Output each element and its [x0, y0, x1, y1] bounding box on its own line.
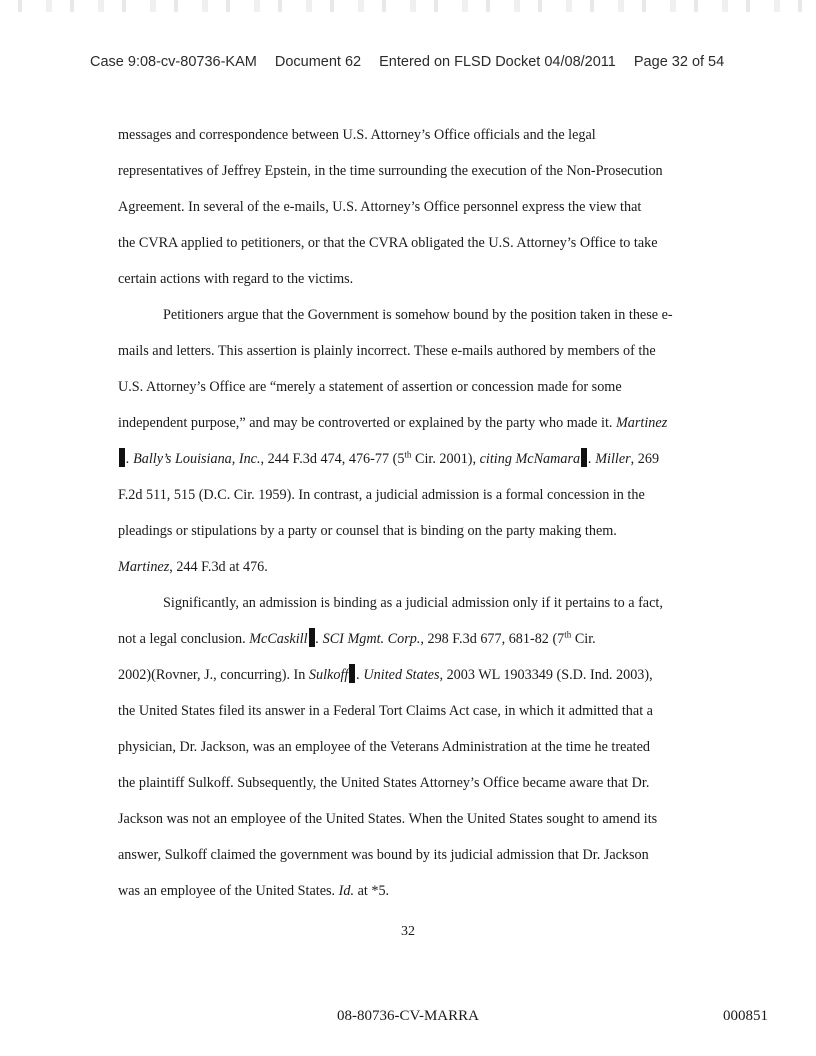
body-line — [118, 441, 704, 477]
case-name: . Bally’s Louisiana, Inc. — [126, 451, 261, 467]
body-line: Petitioners argue that the Government is somehow bound by the position taken in these e- — [163, 307, 673, 323]
body-line: Agreement. In several of the e-mails, U.S. Attorney’s Office personnel express the view that — [118, 199, 642, 215]
body-line: Jackson was not an employee of the United States. When the United States sought to amend its — [118, 811, 658, 827]
body-line: the CVRA applied to petitioners, or that the CVRA obligated the U.S. Attorney’s Office to take — [118, 235, 658, 251]
body-line: the United States filed its answer in a Federal Tort Claims Act case, in which it admitted that a — [118, 703, 653, 719]
text-run: independent purpose,” and may be controverted or explained by the party who made it. — [118, 415, 616, 431]
case-name: Martinez — [118, 559, 170, 575]
body-line: answer, Sulkoff claimed the government was bound by its judicial admission that Dr. Jackson — [118, 847, 649, 863]
header-entered: Entered on FLSD Docket 04/08/2011 — [379, 54, 616, 70]
body-line: representatives of Jeffrey Epstein, in the time surrounding the execution of the Non-Prosecution — [118, 163, 663, 179]
case-name: Martinez — [615, 415, 668, 431]
body-line — [118, 621, 704, 657]
text-run: , 244 F.3d 474, 476-77 (5 — [260, 451, 405, 467]
text-run: 2002)(Rovner, J., concurring). In — [118, 667, 309, 683]
body-line: Significantly, an admission is binding as a judicial admission only if it pertains to a fact, — [163, 595, 663, 611]
text-run: was an employee of the United States. — [118, 883, 339, 899]
citation-id: Id. — [338, 883, 355, 899]
text-run: , 269 — [630, 451, 660, 467]
text-run: Cir. 2001), — [411, 451, 480, 467]
body-line — [118, 873, 704, 909]
text-run: , 244 F.3d at 476. — [169, 559, 268, 575]
ordinal-superscript: th — [564, 629, 572, 640]
footer-case-label: 08-80736-CV-MARRA — [337, 1008, 479, 1024]
docket-header — [90, 54, 790, 70]
case-name: . United States — [356, 667, 440, 683]
body-line: U.S. Attorney’s Office are “merely a statement of assertion or concession made for some — [118, 379, 622, 395]
redaction-bar — [309, 628, 315, 647]
case-name: citing McNamara — [479, 451, 581, 467]
text-run: at *5. — [354, 883, 390, 899]
case-name: Sulkoff — [308, 667, 349, 683]
case-name: . Miller — [588, 451, 631, 467]
header-case-number: Case 9:08-cv-80736-KAM — [90, 54, 257, 70]
header-page: Page 32 of 54 — [633, 54, 725, 70]
ordinal-superscript: th — [404, 449, 412, 460]
body-line: F.2d 511, 515 (D.C. Cir. 1959). In contrast, a judicial admission is a formal concession in the — [118, 487, 645, 503]
text-run: , 298 F.3d 677, 681-82 (7 — [420, 631, 565, 647]
body-line: the plaintiff Sulkoff. Subsequently, the United States Attorney’s Office became aware that Dr. — [118, 775, 650, 791]
case-name: McCaskill — [249, 631, 308, 647]
redaction-bar — [581, 448, 587, 467]
body-line — [118, 657, 704, 693]
body-line: physician, Dr. Jackson, was an employee of the Veterans Administration at the time he treated — [118, 739, 651, 755]
body-line — [118, 405, 704, 441]
footer-bates-number: 000851 — [723, 1008, 768, 1024]
body-line: mails and letters. This assertion is plainly incorrect. These e-mails authored by members of the — [118, 343, 656, 359]
body-line: pleadings or stipulations by a party or counsel that is binding on the party making them. — [118, 523, 617, 539]
page-number: 32 — [401, 924, 415, 939]
body-line: certain actions with regard to the victims. — [118, 271, 354, 287]
header-document: Document 62 — [274, 54, 362, 70]
document-body — [118, 117, 704, 909]
text-run: , 2003 WL 1903349 (S.D. Ind. 2003), — [439, 667, 653, 683]
body-line — [118, 549, 704, 585]
text-run: not a legal conclusion. — [118, 631, 250, 647]
text-run: Cir. — [571, 631, 596, 647]
case-name: . SCI Mgmt. Corp. — [315, 631, 421, 647]
scan-artifact-strip — [0, 0, 816, 12]
redaction-bar — [349, 664, 355, 683]
body-line: messages and correspondence between U.S. Attorney’s Office officials and the legal — [118, 127, 596, 143]
redaction-bar — [119, 448, 125, 467]
